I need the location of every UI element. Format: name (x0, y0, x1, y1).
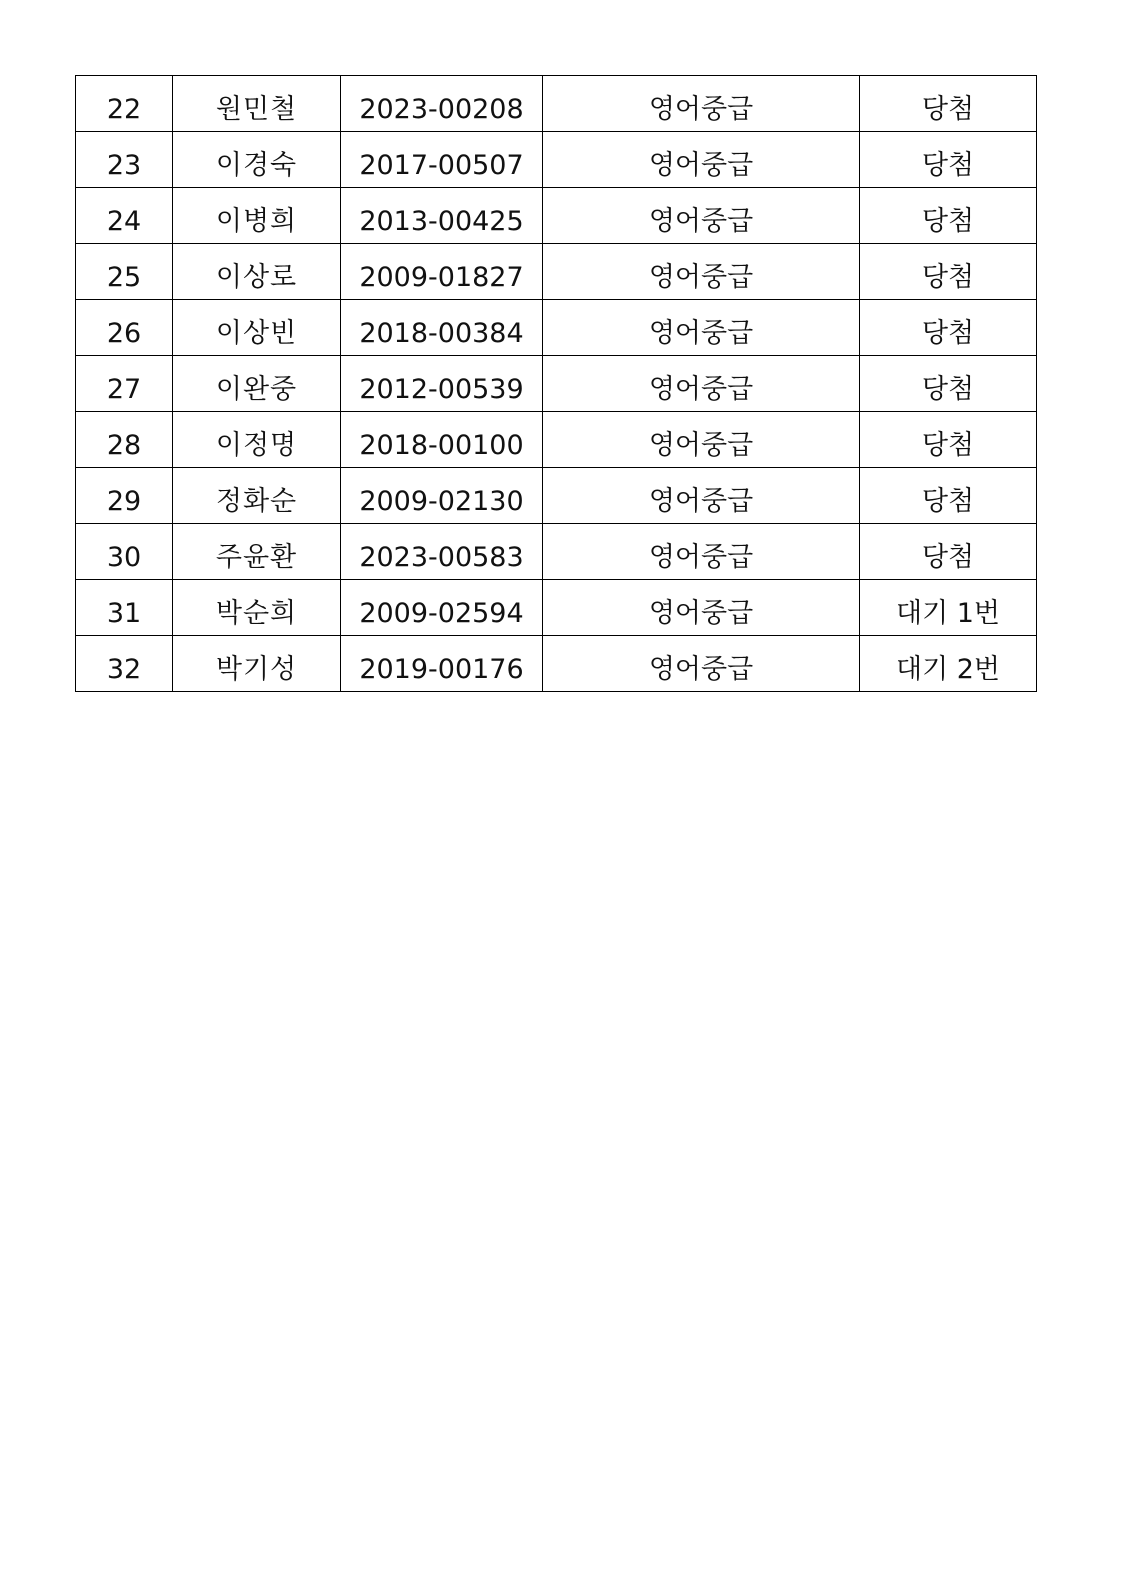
result-cell: 당첨 (860, 76, 1037, 132)
result-cell: 당첨 (860, 300, 1037, 356)
row-number-cell: 26 (76, 300, 173, 356)
name-cell: 정화순 (173, 468, 341, 524)
row-number-cell: 30 (76, 524, 173, 580)
name-cell: 원민철 (173, 76, 341, 132)
member-id-cell: 2013-00425 (341, 188, 543, 244)
table-body (76, 76, 1037, 692)
course-cell: 영어중급 (543, 76, 860, 132)
result-cell: 대기 2번 (860, 636, 1037, 692)
course-cell: 영어중급 (543, 356, 860, 412)
result-cell: 당첨 (860, 468, 1037, 524)
member-id-cell: 2012-00539 (341, 356, 543, 412)
row-number-cell: 23 (76, 132, 173, 188)
result-cell: 당첨 (860, 524, 1037, 580)
name-cell: 이정명 (173, 412, 341, 468)
result-cell: 당첨 (860, 412, 1037, 468)
table-row (76, 524, 1037, 580)
result-cell: 대기 1번 (860, 580, 1037, 636)
course-cell: 영어중급 (543, 412, 860, 468)
member-id-cell: 2018-00384 (341, 300, 543, 356)
course-cell: 영어중급 (543, 636, 860, 692)
name-cell: 이경숙 (173, 132, 341, 188)
name-cell: 이병희 (173, 188, 341, 244)
name-cell: 이완중 (173, 356, 341, 412)
row-number-cell: 25 (76, 244, 173, 300)
name-cell: 주윤환 (173, 524, 341, 580)
table-row (76, 412, 1037, 468)
result-cell: 당첨 (860, 244, 1037, 300)
table-row (76, 300, 1037, 356)
course-cell: 영어중급 (543, 468, 860, 524)
result-cell: 당첨 (860, 356, 1037, 412)
table-row (76, 468, 1037, 524)
member-id-cell: 2023-00208 (341, 76, 543, 132)
member-id-cell: 2018-00100 (341, 412, 543, 468)
member-id-cell: 2009-02594 (341, 580, 543, 636)
table-row (76, 76, 1037, 132)
result-cell: 당첨 (860, 188, 1037, 244)
row-number-cell: 22 (76, 76, 173, 132)
member-id-cell: 2009-01827 (341, 244, 543, 300)
name-cell: 이상로 (173, 244, 341, 300)
course-cell: 영어중급 (543, 244, 860, 300)
table-row (76, 356, 1037, 412)
table-row (76, 188, 1037, 244)
result-cell: 당첨 (860, 132, 1037, 188)
name-cell: 박순희 (173, 580, 341, 636)
row-number-cell: 31 (76, 580, 173, 636)
course-cell: 영어중급 (543, 300, 860, 356)
member-id-cell: 2019-00176 (341, 636, 543, 692)
table-row (76, 244, 1037, 300)
course-cell: 영어중급 (543, 188, 860, 244)
course-cell: 영어중급 (543, 524, 860, 580)
table-row (76, 132, 1037, 188)
row-number-cell: 24 (76, 188, 173, 244)
member-id-cell: 2023-00583 (341, 524, 543, 580)
row-number-cell: 32 (76, 636, 173, 692)
lottery-results-table (75, 75, 1037, 692)
row-number-cell: 27 (76, 356, 173, 412)
table-row (76, 580, 1037, 636)
name-cell: 박기성 (173, 636, 341, 692)
row-number-cell: 29 (76, 468, 173, 524)
member-id-cell: 2017-00507 (341, 132, 543, 188)
table-row (76, 636, 1037, 692)
member-id-cell: 2009-02130 (341, 468, 543, 524)
course-cell: 영어중급 (543, 132, 860, 188)
name-cell: 이상빈 (173, 300, 341, 356)
course-cell: 영어중급 (543, 580, 860, 636)
row-number-cell: 28 (76, 412, 173, 468)
